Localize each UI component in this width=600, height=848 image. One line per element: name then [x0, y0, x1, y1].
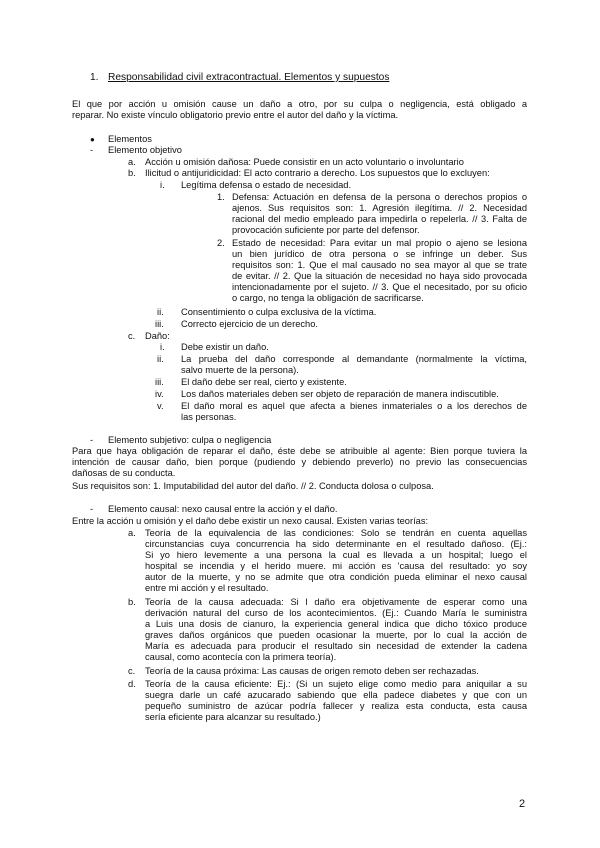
list-item-line: o cargo, no tenga la obligación de sacrificarse. — [232, 293, 424, 303]
list-item-line: circunstancias cuya concurrencia ha sido determinante en el resultado dañoso. (Ej.: — [145, 539, 527, 549]
list-item: Legítima defensa o estado de necesidad. — [181, 180, 352, 190]
list-marker: i. — [160, 180, 165, 190]
list-marker: 1. — [217, 192, 225, 202]
paragraph-line: Entre la acción u omisión y el daño debe existir un nexo causal. Existen varias teorías: — [72, 516, 429, 526]
page-number: 2 — [519, 798, 526, 810]
list-marker: b. — [128, 597, 136, 607]
heading-number: 1. — [90, 72, 99, 83]
list-item-line: Estado de necesidad: Para evitar un mal propio o ajeno se lesiona — [232, 238, 527, 248]
list-item-line: intencionadamente por el sujeto. // 3. Que el necesitado, por su oficio — [232, 282, 527, 292]
list-item-line: sería eficiente para alcanzar su resultado.) — [145, 712, 321, 722]
list-item-line: racional del medio empleado para impedirla o repelerla. // 3. Falta de — [232, 214, 527, 224]
list-item-line: pequeño suministro de azúcar podría fallecer y realiza esta conducta, esta causa — [145, 701, 527, 711]
list-item-line: La prueba del daño corresponde al demandante (normalmente la víctima, — [181, 354, 527, 364]
list-item: Daño: — [145, 331, 170, 341]
list-item-line: provocación suficiente por parte del defensor. — [232, 225, 420, 235]
list-item-line: Teoría de la causa eficiente: Ej.: (Si un sujeto elige como medio para aniquilar a su — [145, 679, 527, 689]
heading-title: Responsabilidad civil extracontractual. Elementos y supuestos — [108, 72, 390, 83]
list-item-line: las personas. — [181, 412, 237, 422]
list-item-line: causal, como acontecía con la primera teoría). — [145, 652, 337, 662]
list-item: Debe existir un daño. — [181, 342, 269, 352]
subjetivo-label: Elemento subjetivo: culpa o negligencia — [108, 435, 272, 445]
paragraph-line: dañosas de su conducta. — [72, 468, 176, 478]
list-marker: c. — [128, 331, 136, 341]
list-marker: iii. — [155, 377, 164, 387]
list-marker: iv. — [155, 389, 164, 399]
list-item-line: ajenos. Sus requisitos son: 1. Agresión ilegítima. // 2. Necesidad — [232, 203, 527, 213]
list-item-line: graves daños orgánicos que pueden ocasionar la muerte, por lo cual la acción de — [145, 630, 527, 640]
list-marker: ii. — [157, 307, 164, 317]
list-marker: d. — [128, 679, 136, 689]
list-item-line: autor de la muerte, y no se admite que otra condición pueda eliminar el nexo causal — [145, 572, 527, 582]
list-item-line: requisitos son: 1. Que el mal causado no sea mayor al que se trate — [232, 260, 527, 270]
list-item-line: entre mi acción y el resultado. — [145, 583, 269, 593]
list-marker: v. — [157, 401, 164, 411]
bullet-icon: ● — [90, 135, 95, 144]
list-item-line: de evitar. // 2. Que la situación de necesidad no haya sido provocada — [232, 271, 527, 281]
causal-label: Elemento causal: nexo causal entre la acción y el daño. — [108, 504, 338, 514]
list-item-line: María es adecuada para producir el resultado sin necesidad de extender la cadena — [145, 641, 527, 651]
elementos-label: Elementos — [108, 134, 152, 144]
list-marker: 2. — [217, 238, 225, 248]
list-item-line: Si yo hiero levemente a una persona la cual es llevada a un hospital; luego el — [145, 550, 527, 560]
intro-line: reparar. No existe vínculo obligatorio previo entre el autor del daño y la víctima. — [72, 110, 399, 120]
list-item: Consentimiento o culpa exclusiva de la víctima. — [181, 307, 377, 317]
list-item: Los daños materiales deben ser objeto de reparación de manera indiscutible. — [181, 389, 499, 399]
dash-marker: - — [90, 435, 94, 445]
list-marker: c. — [128, 666, 136, 676]
paragraph-line: intención de causar daño, bien porque (pudiendo y debiendo preverlo) no previo las consecuencias — [72, 457, 527, 467]
dash-marker: - — [90, 504, 94, 514]
list-item-line: Teoría de la causa adecuada: Si l daño era objetivamente de esperar como una — [145, 597, 527, 607]
dash-marker: - — [90, 145, 94, 155]
list-marker: a. — [128, 157, 136, 167]
paragraph-line: Sus requisitos son: 1. Imputabilidad del autor del daño. // 2. Conducta dolosa o culposa. — [72, 481, 434, 491]
list-item-line: suegra darle un café azucarado sabiendo que ella padece diabetes y que con un — [145, 690, 527, 700]
list-item: El daño debe ser real, cierto y existente. — [181, 377, 347, 387]
list-item-line: salvo muerte de la persona). — [181, 365, 299, 375]
list-item: Teoría de la causa próxima: Las causas de origen remoto deben ser rechazadas. — [145, 666, 479, 676]
list-item-line: derivación natural del curso de los acontecimientos. (Ej.: Cuando María le suministra — [145, 608, 527, 618]
list-marker: b. — [128, 168, 136, 178]
list-item-line: hospital se incendia y el herido muere. mi acción es 'causa del resultado: yo soy — [145, 561, 527, 571]
list-marker: i. — [160, 342, 165, 352]
paragraph-line: Para que haya obligación de reparar el daño, éste debe se atribuible al agente: Bien porque tuviera la — [72, 446, 527, 456]
objetivo-label: Elemento objetivo — [108, 145, 182, 155]
list-item-line: Defensa: Actuación en defensa de la persona o derechos propios o — [232, 192, 527, 202]
list-item-line: un bien jurídico de otra persona o se infringe un deber. Sus — [232, 249, 527, 259]
list-item-line: Teoría de la equivalencia de las condiciones: Solo se tendrán en cuenta aquellas — [145, 528, 527, 538]
list-item: Correcto ejercicio de un derecho. — [181, 319, 318, 329]
intro-line: El que por acción u omisión cause un daño a otro, por su culpa o negligencia, está obligado a — [72, 99, 527, 109]
list-item-line: a Luis una dosis de cianuro, la experiencia general indica que dicho tóxico produce — [145, 619, 527, 629]
list-marker: iii. — [155, 319, 164, 329]
list-item-line: El daño moral es aquel que afecta a bienes inmateriales o a los derechos de — [181, 401, 527, 411]
list-marker: a. — [128, 528, 136, 538]
list-marker: ii. — [157, 354, 164, 364]
list-item: Acción u omisión dañosa: Puede consistir en un acto voluntario o involuntario — [145, 157, 464, 167]
list-item: Ilicitud o antijuridicidad: El acto contrario a derecho. Los supuestos que lo excluyen: — [145, 168, 490, 178]
